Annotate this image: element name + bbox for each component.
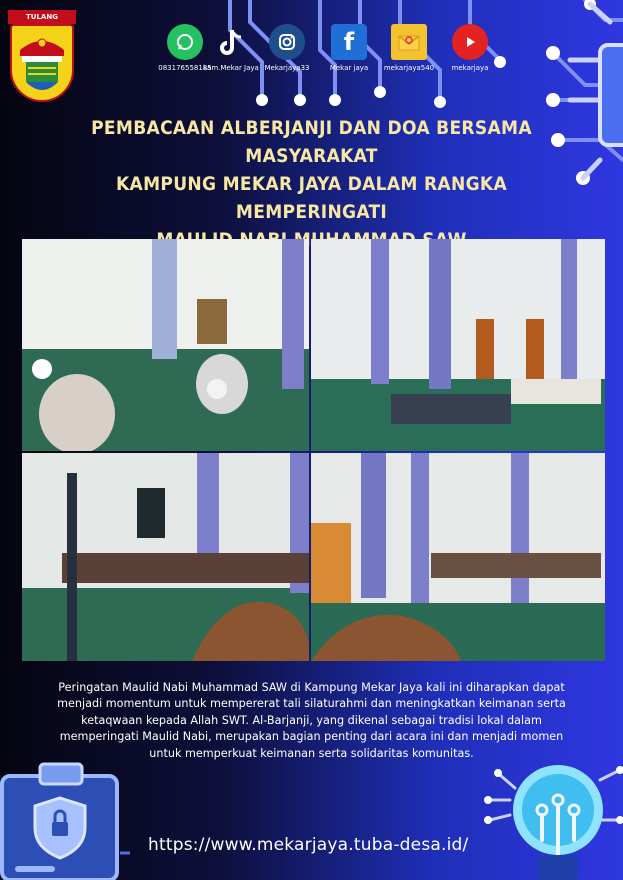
tiktok-label: kam.Mekar Jaya <box>203 64 259 72</box>
instagram-icon <box>269 24 305 60</box>
event-photo-3 <box>22 453 309 661</box>
tiktok-icon <box>213 24 249 60</box>
whatsapp-icon <box>167 24 203 60</box>
social-media-row <box>155 24 500 76</box>
email-label: mekarjaya540 <box>383 64 435 72</box>
event-photo-4 <box>311 453 605 661</box>
photo-collage <box>22 239 605 661</box>
logo-shield <box>10 24 74 102</box>
social-facebook[interactable] <box>319 24 379 72</box>
youtube-icon <box>452 24 488 60</box>
emblem-icon <box>12 26 72 100</box>
event-photo-2 <box>311 239 605 451</box>
instagram-label: Mekarjaya33 <box>264 64 310 72</box>
lightbulb-illustration <box>470 760 623 880</box>
social-tiktok[interactable] <box>201 24 261 72</box>
email-icon <box>391 24 427 60</box>
facebook-label: Mekar jaya <box>329 64 369 72</box>
social-email[interactable] <box>379 24 439 72</box>
youtube-label: mekarjaya <box>451 64 489 72</box>
event-description: Peringatan Maulid Nabi Muhammad SAW di Kampung Mekar Jaya kali ini diharapkan dapat menjadi momentum untuk mempererat tali silaturahmi dan meningkatkan keimanan serta ketaqwaan kepada Allah SWT. Al-Barjanji, yang dikenal sebagai tradisi lokal dalam memperingati Maulid Nabi, merupakan bagian penting dari acara ini dan menjadi momen untuk memperkuat keimanan serta solidaritas komunitas. <box>57 681 566 760</box>
social-instagram[interactable] <box>257 24 317 72</box>
social-youtube[interactable] <box>440 24 500 72</box>
whatsapp-label: 083176558185 <box>158 64 212 72</box>
logo-banner: TULANG <box>8 10 76 24</box>
regency-logo <box>8 10 76 102</box>
page-title <box>40 114 583 254</box>
title-line-2: KAMPUNG MEKAR JAYA DALAM RANGKA MEMPERINGATI <box>116 173 507 223</box>
website-link[interactable]: https://www.mekarjaya.tuba-desa.id/ <box>148 835 469 855</box>
title-line-1: PEMBACAAN ALBERJANJI DAN DOA BERSAMA MASYARAKAT <box>91 117 532 167</box>
security-clipboard-illustration <box>0 758 130 880</box>
event-photo-1 <box>22 239 309 451</box>
facebook-icon: f <box>331 24 367 60</box>
